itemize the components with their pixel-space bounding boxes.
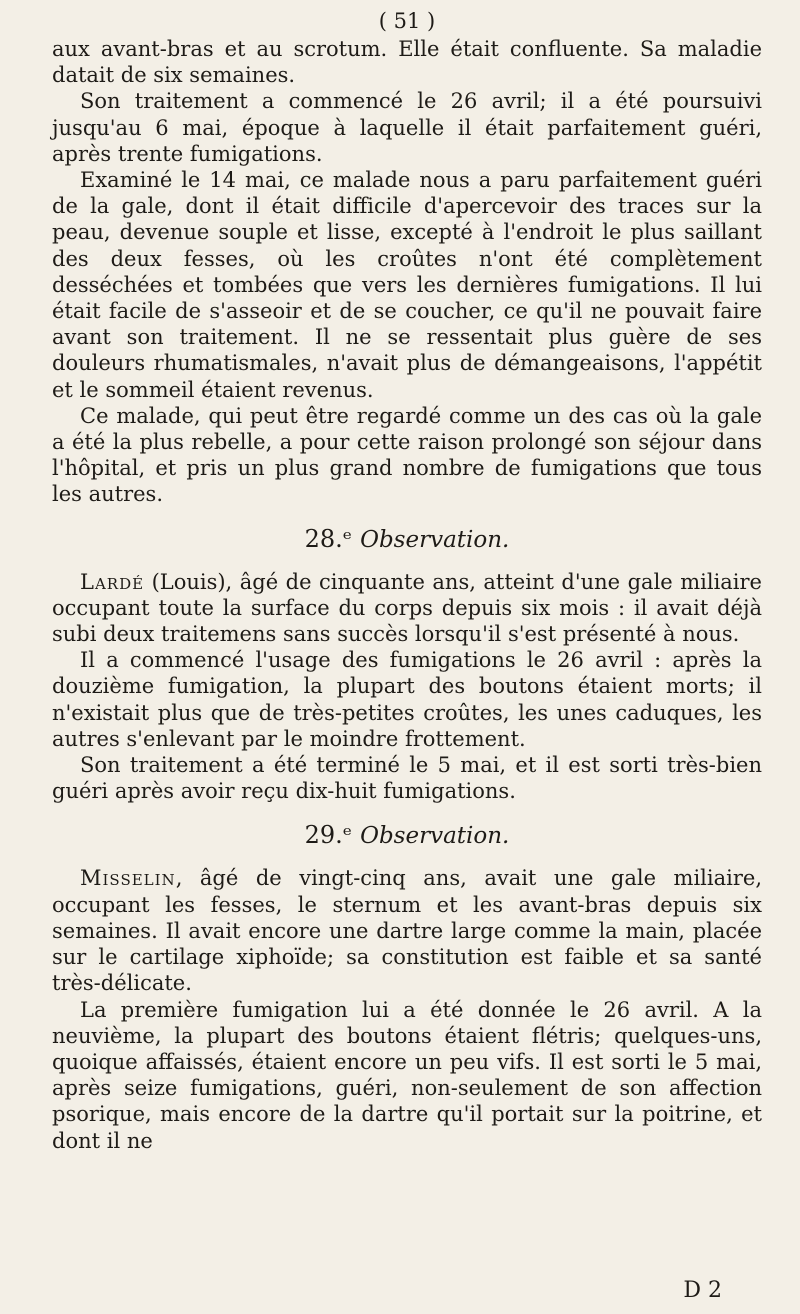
observation-29-intro-text: , âgé de vingt-cinq ans, avait une gale miliaire, occupant les fesses, le sternum et les avant-bras depuis six semaines. Il avait encore une dartre large comme la main, placée sur le cartilage xiphoïde; sa constitution est faible et sa santé très-délicate. — [52, 866, 762, 996]
book-page — [52, 8, 762, 1308]
observation-28-heading — [52, 524, 762, 555]
observation-29-number: 29.ᵉ — [304, 821, 353, 850]
observation-29-heading — [52, 820, 762, 851]
observation-28-number: 28.ᵉ — [304, 524, 353, 553]
paragraph-continuation: aux avant-bras et au scrotum. Elle était confluente. Sa maladie datait de six semaines. — [52, 37, 762, 88]
patient-name-misselin: Misselin — [80, 866, 176, 891]
observation-28-paragraph: Son traitement a été terminé le 5 mai, et il est sorti très-bien guéri après avoir reçu dix-huit fumigations. — [52, 753, 762, 804]
observation-28-title: Observation. — [360, 526, 510, 553]
paragraph-rebellious-case: Ce malade, qui peut être regardé comme un des cas où la gale a été la plus rebelle, a pour cette raison prolongé son séjour dans l'hôpital, et pris un plus grand nombre de fumigations que tous les autres. — [52, 403, 762, 507]
observation-28-intro-text: (Louis), âgé de cinquante ans, atteint d'une gale miliaire occupant toute la surface du corps depuis six mois : il avait déjà subi deux traitemens sans succès lorsqu'il s'est présenté à nous. — [52, 569, 762, 647]
observation-28-intro — [52, 569, 762, 648]
observation-29-intro — [52, 865, 762, 996]
patient-name-larde: Lardé — [80, 569, 145, 594]
paragraph-treatment: Son traitement a commencé le 26 avril; il a été poursuivi jusqu'au 6 mai, époque à laquelle il était parfaitement guéri, après trente fumigations. — [52, 89, 762, 166]
paragraph-examination: Examiné le 14 mai, ce malade nous a paru parfaitement guéri de la gale, dont il était difficile d'apercevoir des traces sur la peau, devenue souple et lisse, excepté à l'endroit le plus saillant des deux fesses, où les croûtes n'ont été complètement desséchées et tombées que vers les dernières fumigations. Il lui était facile de s'asseoir et de se coucher, ce qu'il ne pouvait faire avant son traitement. Il ne se ressentait plus guère de ses douleurs rhumatismales, n'avait plus de démangeaisons, l'appétit et le sommeil étaient revenus. — [52, 168, 762, 402]
page-number: ( 51 ) — [378, 9, 436, 33]
observation-29-paragraph: La première fumigation lui a été donnée le 26 avril. A la neuvième, la plupart des boutons étaient flétris; quelques-uns, quoique affaissés, étaient encore un peu vifs. Il est sorti le 5 mai, après seize fumigations, guéri, non-seulement de son affection psorique, mais encore de la dartre qu'il portait sur la poitrine, et dont il ne — [52, 997, 762, 1153]
observation-28-paragraph: Il a commencé l'usage des fumigations le 26 avril : après la douzième fumigation, la plupart des boutons étaient morts; il n'existait plus que de très-petites croûtes, les unes caduques, les autres s'enlevant par le moindre frottement. — [52, 648, 762, 751]
signature-mark: D 2 — [683, 1278, 722, 1303]
observation-29-title: Observation. — [360, 823, 510, 850]
